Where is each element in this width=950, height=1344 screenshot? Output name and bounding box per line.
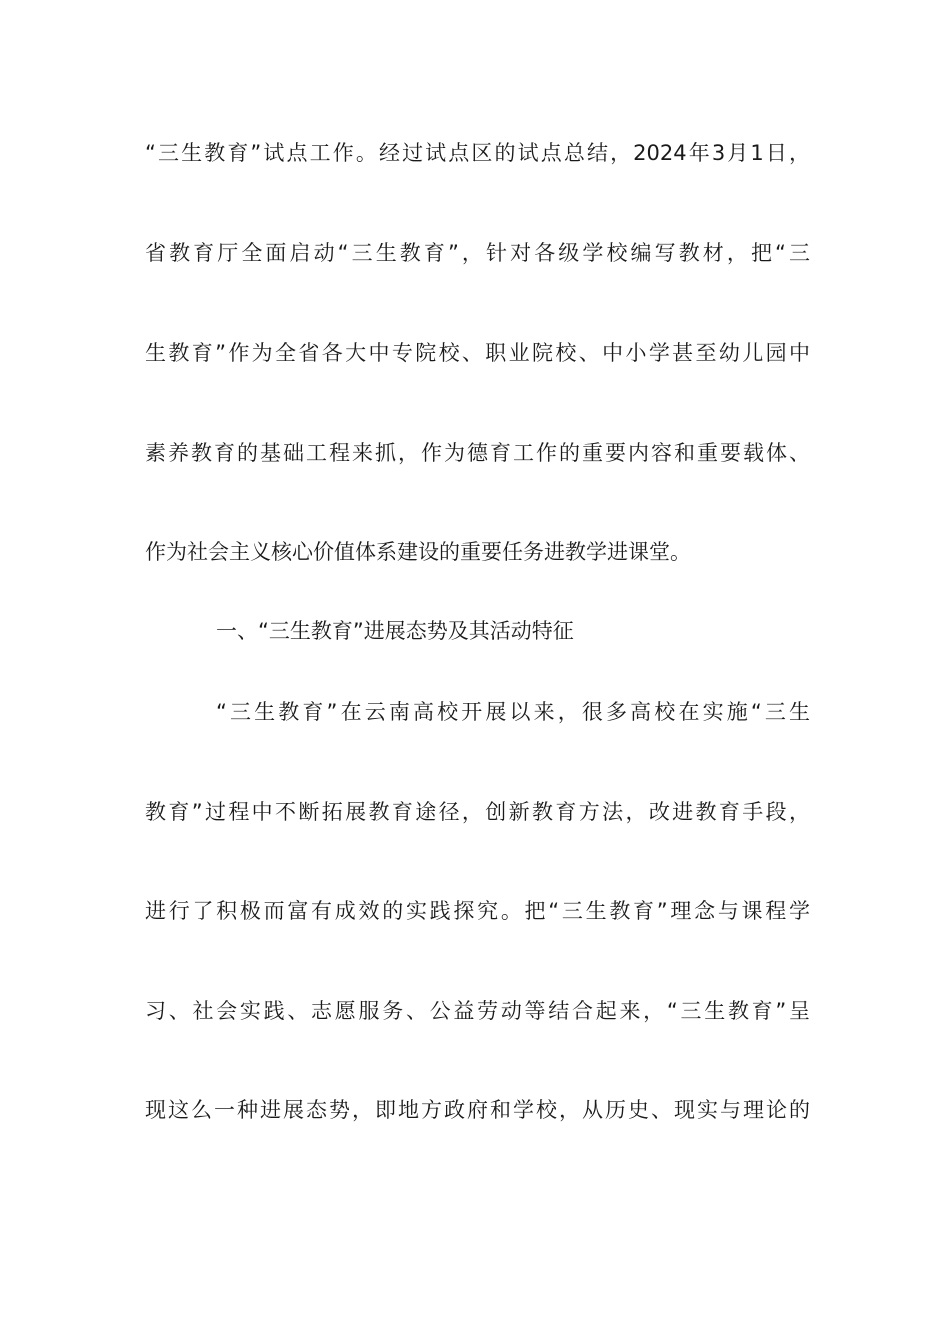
section-heading: 一、“三生教育”进展态势及其活动特征 [216,619,574,643]
paragraph-line: 教育”过程中不断拓展教育途径，创新教育方法，改进教育手段， [145,800,810,824]
paragraph-line: “三生教育”在云南高校开展以来，很多高校在实施“三生 [216,700,810,724]
paragraph-line: 生教育”作为全省各大中专院校、职业院校、中小学甚至幼儿园中 [145,341,810,365]
paragraph-line: 省教育厅全面启动“三生教育”，针对各级学校编写教材，把“三 [145,241,810,265]
paragraph-line: 现这么一种进展态势，即地方政府和学校，从历史、现实与理论的 [145,1098,810,1122]
paragraph-line: 进行了积极而富有成效的实践探究。把“三生教育”理念与课程学 [145,899,810,923]
paragraph-line: 习、社会实践、志愿服务、公益劳动等结合起来，“三生教育”呈 [145,999,810,1023]
paragraph-line: “三生教育”试点工作。经过试点区的试点总结，2024年3月1日， [145,141,810,165]
paragraph-line: 作为社会主义核心价值体系建设的重要任务进教学进课堂。 [145,540,691,564]
paragraph-line: 素养教育的基础工程来抓，作为德育工作的重要内容和重要载体、 [145,441,810,465]
